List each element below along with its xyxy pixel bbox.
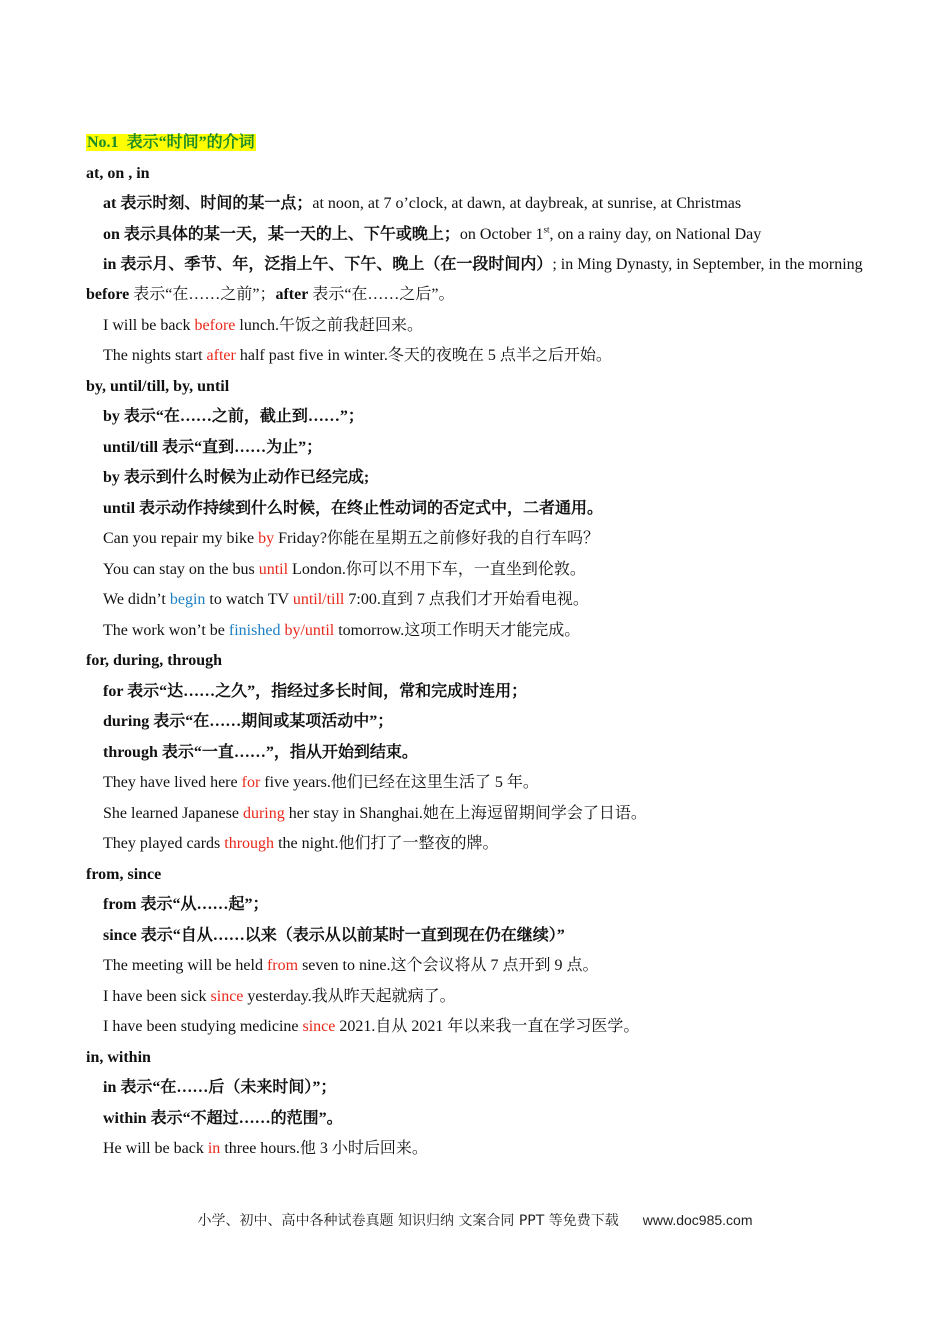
rule-line: within 表示“不超过……的范围”。 (103, 1109, 343, 1127)
example-sentence (86, 524, 876, 555)
example-keyword: until/till (292, 591, 345, 608)
example-text: They played cards (103, 835, 225, 852)
section-heading (86, 128, 876, 159)
example-text: to watch TV (205, 591, 293, 608)
example-text: You can stay on the bus (103, 560, 259, 578)
rule-line: for 表示“达……之久”，指经过多长时间，常和完成时连用； (103, 682, 528, 700)
group-title-by-until: by, until/till, by, until (86, 377, 230, 395)
rule-on-example-b: , on a rainy day, on National Day (549, 225, 762, 243)
example-sentence (86, 616, 876, 647)
heading-highlight (86, 134, 256, 151)
after-text: 表示“在……之后”。 (308, 286, 455, 303)
example-text: 7:00.直到 7 点我们才开始看电视。 (344, 591, 589, 608)
example-text: three hours.他 3 小时后回来。 (220, 1140, 428, 1157)
rule-line: in 表示“在……后（未来时间）”； (103, 1079, 337, 1096)
example-text: yesterday.我从昨天起就病了。 (243, 987, 456, 1005)
example-text: the night.他们打了一整夜的牌。 (274, 835, 499, 852)
example-sentence (86, 1012, 876, 1043)
example-verb: finished (228, 621, 281, 639)
example-sentence (86, 341, 876, 372)
document-body (86, 128, 876, 1165)
rule-line: through 表示“一直……”，指从开始到结束。 (103, 743, 418, 761)
example-text: tomorrow.这项工作明天才能完成。 (334, 621, 581, 639)
group-title-for-during-through: for, during, through (86, 652, 223, 669)
rule-in-examples: ; in Ming Dynasty, in September, in the morning (552, 256, 863, 273)
rule-before-after (86, 280, 876, 311)
rule-line: from 表示“从……起”； (103, 896, 269, 913)
rule-in-text: in 表示月、季节、年，泛指上午、下午、晚上（在一段时间内） (103, 256, 553, 273)
group-title-from-since: from, since (86, 865, 162, 883)
example-keyword: by/until (284, 621, 335, 639)
example-text: The nights start (103, 347, 207, 364)
example-keyword: after (206, 347, 236, 364)
example-sentence (86, 982, 876, 1013)
example-sentence (86, 311, 876, 342)
example-text: Can you repair my bike (103, 530, 259, 547)
group-title-at-on-in: at, on , in (86, 164, 150, 182)
example-text: 2021.自从 2021 年以来我一直在学习医学。 (335, 1018, 640, 1035)
example-text: I will be back (103, 316, 195, 334)
example-keyword: from (266, 957, 299, 974)
rule-line: by 表示“在……之前，截止到……”； (103, 408, 364, 425)
rule-on-example-a: on October 1 (459, 225, 544, 243)
example-sentence (86, 829, 876, 860)
example-sentence (86, 799, 876, 830)
after-label: after (275, 286, 309, 303)
example-sentence (86, 585, 876, 616)
example-keyword: in (207, 1140, 221, 1157)
example-keyword: until (258, 560, 289, 578)
example-text: He will be back (103, 1140, 208, 1157)
rule-at-examples: at noon, at 7 o’clock, at dawn, at daybreak, at sunrise, at Christmas (312, 195, 742, 212)
example-keyword: by (258, 530, 275, 547)
rule-line: during 表示“在……期间或某项活动中”； (103, 713, 394, 730)
example-text: She learned Japanese (103, 804, 243, 822)
example-sentence (86, 768, 876, 799)
example-text: They have lived here (103, 774, 242, 791)
example-text: lunch.午饭之前我赶回来。 (235, 316, 423, 334)
page-footer (0, 1210, 950, 1230)
example-sentence (86, 951, 876, 982)
example-keyword: during (242, 804, 285, 822)
before-label: before (86, 286, 130, 303)
rule-line: by 表示到什么时候为止动作已经完成; (103, 469, 370, 486)
example-text: her stay in Shanghai.她在上海逗留期间学会了日语。 (284, 804, 647, 822)
rule-line: since 表示“自从……以来（表示从以前某时一直到现在仍在继续）” (103, 926, 565, 944)
rule-on-superscript: st (543, 224, 550, 235)
example-text: Friday?你能在星期五之前修好我的自行车吗？ (274, 530, 599, 547)
example-text: I have been sick (103, 987, 211, 1005)
example-keyword: since (210, 987, 244, 1005)
heading-number: No.1 (87, 134, 119, 151)
example-text: I have been studying medicine (103, 1018, 303, 1035)
example-sentence (86, 555, 876, 586)
rule-in (86, 250, 876, 280)
footer-text: 小学、初中、高中各种试卷真题 知识归纳 文案合同 PPT 等免费下载 (197, 1213, 619, 1229)
example-keyword: before (194, 316, 236, 334)
rule-on-text: on 表示具体的某一天，某一天的上、下午或晚上； (103, 225, 460, 243)
example-text: five years.他们已经在这里生活了 5 年。 (260, 774, 539, 791)
rule-line: until/till 表示“直到……为止”； (103, 438, 323, 456)
example-text: London.你可以不用下车，一直坐到伦敦。 (288, 560, 586, 578)
example-verb: begin (169, 591, 206, 608)
group-title-in-within: in, within (86, 1048, 151, 1066)
example-text: The meeting will be held (103, 957, 267, 974)
example-keyword: through (224, 835, 275, 852)
rule-on (86, 220, 876, 251)
example-text: We didn’t (103, 591, 170, 608)
example-text: half past five in winter.冬天的夜晚在 5 点半之后开始。 (235, 347, 612, 364)
example-keyword: for (241, 774, 261, 791)
example-keyword: since (302, 1018, 336, 1035)
rule-line: until 表示动作持续到什么时候，在终止性动词的否定式中，二者通用。 (103, 499, 604, 517)
heading-title: 表示“时间”的介词 (126, 134, 255, 151)
rule-at-text: at 表示时刻、时间的某一点； (103, 195, 313, 212)
rule-at (86, 189, 876, 220)
before-text: 表示“在……之前”； (129, 286, 276, 303)
example-sentence (86, 1134, 876, 1165)
footer-site-link[interactable]: www.doc985.com (642, 1212, 753, 1228)
example-text: seven to nine.这个会议将从 7 点开到 9 点。 (298, 957, 599, 974)
example-text: The work won’t be (103, 621, 229, 639)
